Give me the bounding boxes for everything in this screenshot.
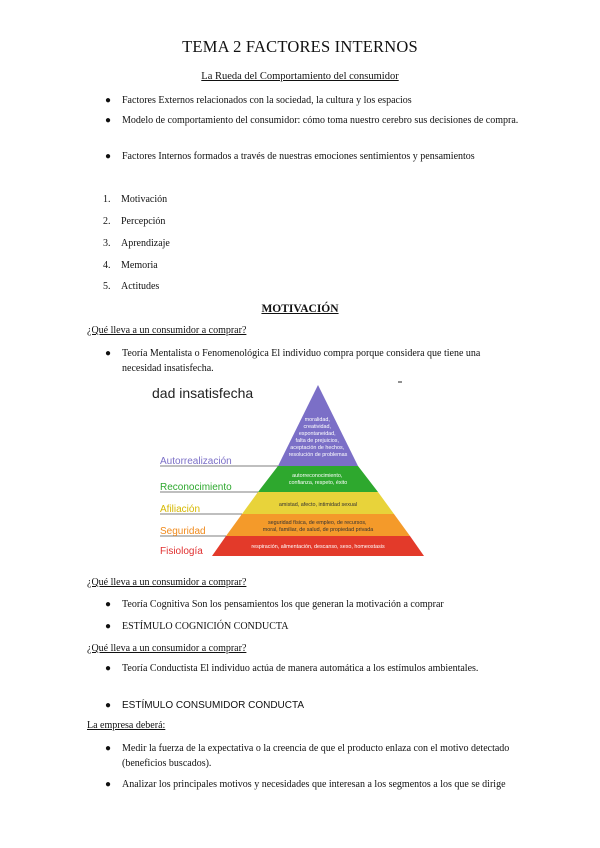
- level-name: Seguridad: [160, 526, 206, 537]
- level-text-autorrealizacion: moralidad, creatividad, espontaneidad, falta de prejuicios, aceptación de hechos, resolución de problemas: [288, 417, 348, 458]
- company-heading: La empresa deberá:: [87, 720, 166, 731]
- page-title: TEMA 2 FACTORES INTERNOS: [182, 37, 418, 56]
- list-item: 1. Motivación: [103, 194, 168, 205]
- bullet-icon: ●: [105, 621, 112, 632]
- chain-text: ESTÍMULO COGNICIÓN CONDUCTA: [122, 621, 289, 632]
- bullet-icon: ●: [105, 95, 112, 106]
- bullet-icon: ●: [105, 115, 112, 126]
- intro-bullet-text: Factores Externos relacionados con la sociedad, la cultura y los espacios: [122, 95, 412, 106]
- intro-bullet-text: Modelo de comportamiento del consumidor: cómo toma nuestro cerebro sus decisiones de compra.: [122, 115, 519, 126]
- list-item: 5. Actitudes: [103, 281, 160, 292]
- company-bullet-text: Analizar los principales motivos y necesidades que interesan a los segmentos a los que se dirige: [122, 779, 506, 790]
- intro-bullet-text: Factores Internos formados a través de nuestras emociones sentimientos y pensamientos: [122, 151, 475, 162]
- level-text-fisiologia: respiración, alimentación, descanso, sexo, homeostasis: [251, 544, 385, 550]
- question-heading: ¿Qué lleva a un consumidor a comprar?: [87, 325, 247, 336]
- bullet-icon: ●: [105, 779, 112, 790]
- level-name: Autorrealización: [160, 456, 232, 467]
- list-item: 4. Memoria: [103, 260, 158, 271]
- list-item: 2. Percepción: [103, 216, 166, 227]
- bullet-icon: ●: [105, 599, 112, 610]
- level-name: Reconocimiento: [160, 482, 232, 493]
- figure-caption: dad insatisfecha: [152, 385, 254, 401]
- bullet-icon: ●: [105, 743, 112, 754]
- bullet-icon: ●: [105, 151, 112, 162]
- page-subtitle: La Rueda del Comportamiento del consumidor: [201, 71, 399, 82]
- chain-text: ESTÍMULO CONSUMIDOR CONDUCTA: [122, 700, 305, 711]
- level-text-seguridad: seguridad física, de empleo, de recursos, moral, familiar, de salud, de propiedad privada: [262, 520, 374, 533]
- bullet-icon: ●: [105, 663, 112, 674]
- company-bullet-text: Medir la fuerza de la expectativa o la creencia de que el producto enlaza con el motivo detectado (beneficios buscados).: [122, 743, 510, 769]
- maslow-pyramid-figure: [150, 380, 430, 560]
- bullet-icon: ●: [105, 700, 112, 711]
- theory-text: Teoría Conductista El individuo actúa de manera automática a los estímulos ambientales.: [122, 663, 479, 674]
- theory-text: Teoría Cognitiva Son los pensamientos los que generan la motivación a comprar: [122, 599, 444, 610]
- section-heading: MOTIVACIÓN: [261, 303, 339, 315]
- pyramid-level-reconocimiento: [258, 466, 378, 492]
- level-text-reconocimiento: autorreconocimiento, confianza, respeto, éxito: [288, 473, 348, 486]
- level-text-afiliacion: amistad, afecto, intimidad sexual: [278, 502, 358, 508]
- question-heading: ¿Qué lleva a un consumidor a comprar?: [87, 643, 247, 654]
- level-name: Fisiología: [160, 546, 203, 557]
- bullet-icon: ●: [105, 348, 112, 359]
- level-name: Afiliación: [160, 504, 201, 515]
- theory-text: Teoría Mentalista o Fenomenológica El individuo compra porque considera que tiene una necesidad insatisfecha.: [122, 348, 481, 374]
- question-heading: ¿Qué lleva a un consumidor a comprar?: [87, 577, 247, 588]
- list-item: 3. Aprendizaje: [103, 238, 170, 249]
